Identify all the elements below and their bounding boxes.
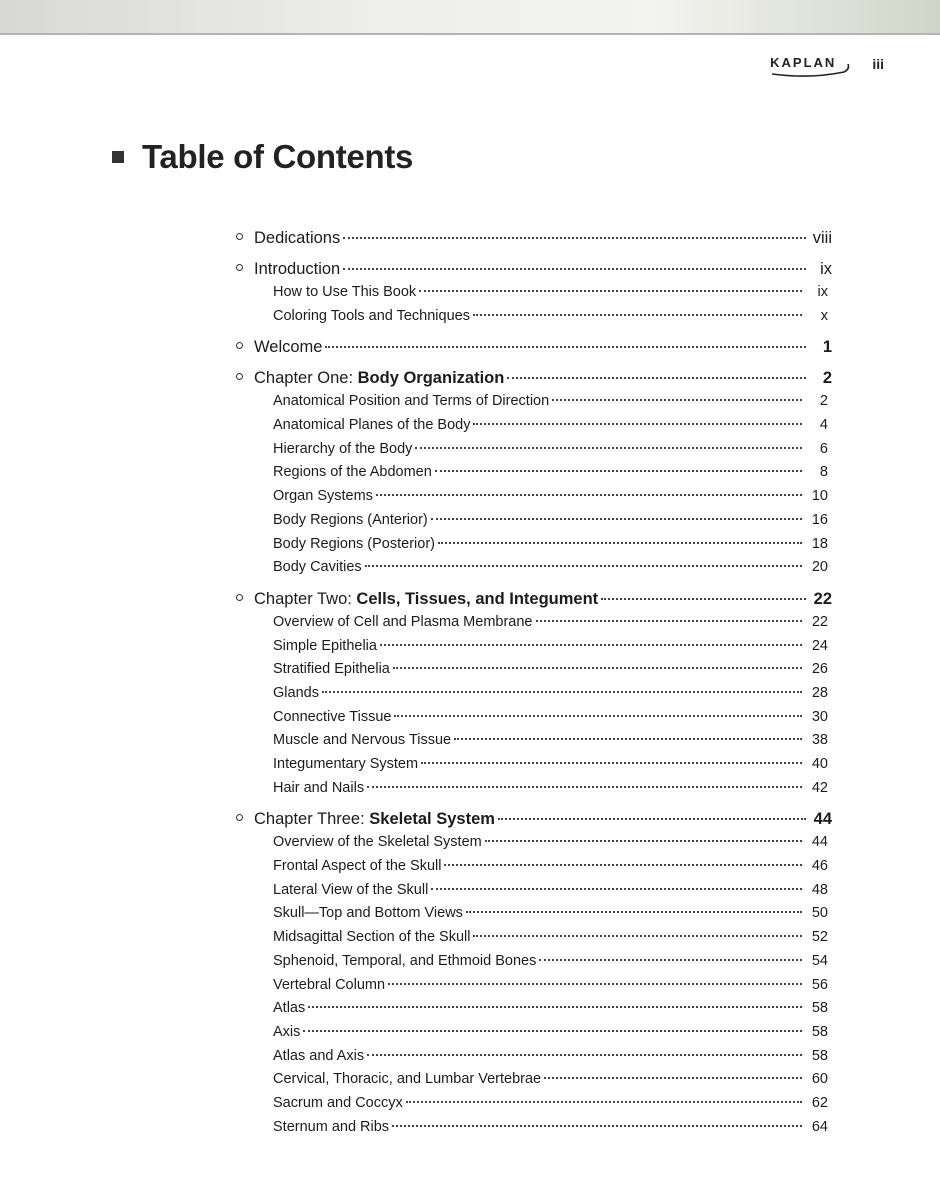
- toc-item-label: Sphenoid, Temporal, and Ethmoid Bones: [273, 952, 537, 969]
- dot-leader: [539, 959, 802, 961]
- toc-item-page: ix: [817, 284, 828, 300]
- scan-edge: [0, 0, 940, 34]
- toc-section-title: [254, 587, 598, 611]
- toc-item[interactable]: [236, 281, 832, 305]
- toc-section-label: Dedications: [254, 229, 341, 247]
- section-gap: [236, 580, 832, 587]
- toc-item-page: 22: [811, 613, 828, 630]
- dot-leader: [380, 644, 802, 646]
- toc-item-page: 46: [811, 858, 828, 875]
- dot-leader: [393, 667, 802, 669]
- toc-item-label: Skull—Top and Bottom Views: [273, 905, 463, 922]
- toc-section-label: Introduction: [254, 260, 341, 278]
- toc-item-page: 38: [811, 732, 828, 749]
- toc-section-page: 44: [813, 810, 832, 829]
- toc-item[interactable]: [236, 855, 832, 879]
- toc-item-page: 28: [811, 684, 828, 701]
- dot-leader: [343, 237, 806, 239]
- toc-item[interactable]: [236, 902, 832, 926]
- dot-leader: [365, 565, 802, 567]
- dot-leader: [473, 423, 802, 425]
- toc-item-page: 56: [811, 976, 828, 993]
- circle-bullet-icon: [236, 342, 243, 349]
- toc-item-label: Body Regions (Posterior): [273, 535, 435, 552]
- toc-item-page: 6: [819, 440, 828, 457]
- toc-item-page: 24: [811, 637, 828, 654]
- toc-item[interactable]: [236, 390, 832, 414]
- toc-section-title: [254, 335, 322, 359]
- toc-item-label: Simple Epithelia: [273, 637, 377, 654]
- toc-item[interactable]: [236, 509, 832, 533]
- toc-item[interactable]: [236, 1021, 832, 1045]
- toc-item-page: 58: [811, 1000, 828, 1017]
- toc-section-page: 22: [813, 589, 832, 608]
- toc-item-page: 44: [811, 834, 828, 851]
- toc-section[interactable]: [236, 807, 832, 831]
- dot-leader: [394, 715, 802, 717]
- toc-section-bold-title: Body Organization: [357, 369, 505, 388]
- toc-item-page: 30: [811, 708, 828, 725]
- toc-item-label: Lateral View of the Skull: [273, 881, 429, 898]
- toc-section-label: Welcome: [254, 338, 323, 357]
- dot-leader: [601, 598, 806, 600]
- circle-bullet-icon: [236, 233, 243, 240]
- toc-item[interactable]: [236, 438, 832, 462]
- toc-item-page: 18: [811, 535, 828, 552]
- toc-section-bold-title: Cells, Tissues, and Integument: [356, 589, 599, 608]
- toc-item-label: Regions of the Abdomen: [273, 464, 432, 481]
- toc-section-title: [254, 807, 495, 831]
- toc-section-page: 1: [822, 338, 832, 357]
- circle-bullet-icon: [236, 594, 243, 601]
- toc-item-label: Hierarchy of the Body: [273, 440, 413, 457]
- dot-leader: [431, 518, 802, 520]
- toc-section[interactable]: [236, 335, 832, 359]
- dot-leader: [473, 935, 802, 937]
- toc-section-label: Chapter Two:: [254, 589, 357, 608]
- toc-item-label: Hair and Nails: [273, 779, 365, 796]
- toc-item[interactable]: [236, 1092, 832, 1116]
- toc-section-bold-title: Skeletal System: [369, 810, 495, 829]
- toc-item[interactable]: [236, 1045, 832, 1069]
- toc-item-page: 60: [811, 1071, 828, 1088]
- toc-item-label: Cervical, Thoracic, and Lumbar Vertebrae: [273, 1071, 542, 1088]
- circle-bullet-icon: [236, 264, 243, 271]
- dot-leader: [485, 840, 802, 842]
- toc-section[interactable]: [236, 226, 832, 250]
- dot-leader: [367, 1054, 802, 1056]
- toc-item[interactable]: [236, 1068, 832, 1092]
- toc-item[interactable]: [236, 635, 832, 659]
- toc-item-label: Overview of Cell and Plasma Membrane: [273, 613, 533, 630]
- toc-section-title: [254, 257, 340, 281]
- toc-item-label: Muscle and Nervous Tissue: [273, 732, 452, 749]
- toc-item-page: 58: [811, 1023, 828, 1040]
- dot-leader: [322, 691, 802, 693]
- toc-item-page: 50: [811, 905, 828, 922]
- toc-item-label: Organ Systems: [273, 488, 373, 505]
- toc-item-label: Midsagittal Section of the Skull: [273, 929, 471, 946]
- toc-item-page: 4: [819, 417, 828, 434]
- section-gap: [236, 250, 832, 257]
- toc-item[interactable]: [236, 753, 832, 777]
- toc-section-title: [254, 366, 504, 390]
- dot-leader: [376, 494, 802, 496]
- toc-section[interactable]: [236, 366, 832, 390]
- toc-item-page: 20: [811, 559, 828, 576]
- dot-leader: [431, 888, 802, 890]
- toc-item-label: Sternum and Ribs: [273, 1118, 390, 1135]
- toc-section[interactable]: [236, 257, 832, 281]
- toc-item[interactable]: [236, 414, 832, 438]
- toc-item-label: Body Cavities: [273, 559, 362, 576]
- toc-item[interactable]: [236, 831, 832, 855]
- toc-item-page: 62: [811, 1094, 828, 1111]
- toc-item[interactable]: [236, 879, 832, 903]
- dot-leader: [308, 1006, 802, 1008]
- toc-item[interactable]: [236, 729, 832, 753]
- toc-item[interactable]: [236, 611, 832, 635]
- toc-item-page: x: [820, 307, 828, 324]
- logo-swoosh-icon: [770, 64, 854, 78]
- toc-item[interactable]: [236, 305, 832, 329]
- page-number: iii: [872, 56, 884, 72]
- toc-item[interactable]: [236, 533, 832, 557]
- toc-section-label: Chapter Three:: [254, 810, 370, 829]
- toc-item[interactable]: [236, 461, 832, 485]
- dot-leader: [473, 314, 802, 316]
- toc-item-label: Vertebral Column: [273, 976, 386, 993]
- toc-item[interactable]: [236, 1116, 832, 1140]
- section-gap: [236, 359, 832, 366]
- running-head: [770, 52, 884, 76]
- dot-leader: [444, 864, 802, 866]
- toc-section-title: [254, 226, 340, 250]
- toc-item-label: Atlas: [273, 1000, 306, 1017]
- dot-leader: [367, 786, 802, 788]
- toc-item[interactable]: [236, 485, 832, 509]
- toc-item-page: 2: [819, 393, 828, 410]
- toc-item-label: Overview of the Skeletal System: [273, 834, 482, 851]
- toc-item-label: Frontal Aspect of the Skull: [273, 858, 442, 875]
- toc-item-label: Sacrum and Coccyx: [273, 1094, 403, 1111]
- toc-item[interactable]: [236, 706, 832, 730]
- toc-item-page: 16: [811, 511, 828, 528]
- toc-item-page: 52: [811, 929, 828, 946]
- toc-item-page: 54: [811, 952, 828, 969]
- toc-item[interactable]: [236, 974, 832, 998]
- toc-item-page: 64: [811, 1118, 828, 1135]
- toc-item-label: Stratified Epithelia: [273, 661, 390, 678]
- toc-item-label: Coloring Tools and Techniques: [273, 307, 470, 324]
- circle-bullet-icon: [236, 814, 243, 821]
- section-gap: [236, 800, 832, 807]
- dot-leader: [498, 818, 806, 820]
- toc-item-page: 10: [811, 488, 828, 505]
- page-title: Table of Contents: [142, 138, 414, 175]
- toc-item-page: 40: [811, 756, 828, 772]
- toc-item-label: How to Use This Book: [273, 284, 417, 300]
- circle-bullet-icon: [236, 373, 243, 380]
- dot-leader: [406, 1101, 802, 1103]
- publisher-logo-text: KAPLAN: [770, 54, 837, 70]
- toc-item-page: 48: [811, 881, 828, 898]
- toc-item-page: 58: [811, 1047, 828, 1064]
- dot-leader: [507, 377, 806, 379]
- toc-item[interactable]: [236, 926, 832, 950]
- dot-leader: [343, 268, 806, 270]
- dot-leader: [392, 1125, 802, 1127]
- toc-item-page: 26: [811, 661, 828, 678]
- dot-leader: [536, 620, 803, 622]
- toc-section-label: Chapter One:: [254, 369, 358, 388]
- dot-leader: [303, 1030, 802, 1032]
- toc-item-label: Body Regions (Anterior): [273, 511, 428, 528]
- toc-item[interactable]: [236, 658, 832, 682]
- dot-leader: [454, 738, 802, 740]
- toc-item[interactable]: [236, 777, 832, 801]
- toc-item[interactable]: [236, 997, 832, 1021]
- dot-leader: [388, 983, 802, 985]
- title-square-icon: [112, 151, 124, 163]
- title-row: [112, 138, 413, 176]
- toc-section-page: viii: [812, 229, 832, 247]
- scan-edge-line: [0, 33, 940, 35]
- toc-item-label: Connective Tissue: [273, 708, 392, 725]
- table-of-contents: [236, 226, 832, 1139]
- dot-leader: [421, 762, 802, 764]
- toc-item[interactable]: [236, 950, 832, 974]
- dot-leader: [415, 447, 802, 449]
- dot-leader: [419, 290, 802, 292]
- toc-item-label: Anatomical Planes of the Body: [273, 417, 471, 434]
- dot-leader: [325, 346, 806, 348]
- dot-leader: [544, 1077, 802, 1079]
- dot-leader: [438, 542, 802, 544]
- toc-item-page: 8: [819, 464, 828, 481]
- dot-leader: [466, 911, 802, 913]
- toc-section-page: ix: [820, 260, 832, 278]
- toc-item[interactable]: [236, 556, 832, 580]
- toc-item-label: Integumentary System: [273, 756, 419, 772]
- section-gap: [236, 328, 832, 335]
- dot-leader: [435, 470, 802, 472]
- toc-item-label: Atlas and Axis: [273, 1047, 365, 1064]
- toc-item-label: Axis: [273, 1023, 301, 1040]
- toc-section[interactable]: [236, 587, 832, 611]
- toc-item-label: Anatomical Position and Terms of Direction: [273, 393, 550, 410]
- publisher-logo: [770, 55, 836, 74]
- toc-section-page: 2: [822, 369, 832, 388]
- dot-leader: [552, 399, 802, 401]
- toc-item-label: Glands: [273, 684, 319, 701]
- toc-item-page: 42: [811, 779, 828, 796]
- toc-item[interactable]: [236, 682, 832, 706]
